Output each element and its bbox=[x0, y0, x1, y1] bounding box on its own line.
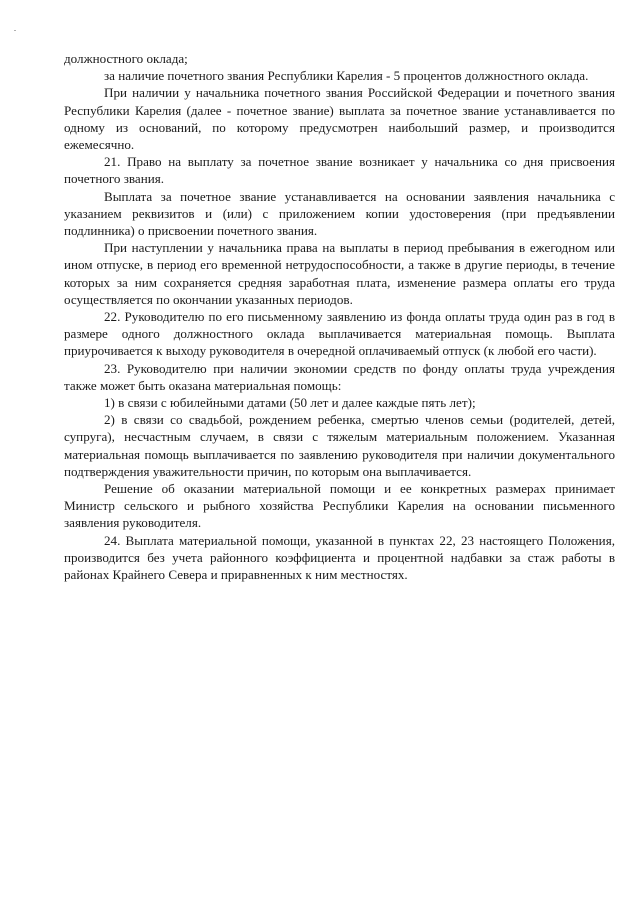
paragraph-decision: Решение об оказании материальной помощи и ее конкретных размерах принимает Министр сельского и рыбного хозяйства Республики Карелия на основании письменного заявления руководителя. bbox=[64, 481, 615, 531]
paragraph-clause-22: 22. Руководителю по его письменному заявлению из фонда оплаты труда один раз в год в размере одного должностного оклада выплачивается материальная помощь. Выплата приурочивается к выходу руководителя в очередной оплачиваемый отпуск (к любой его части). bbox=[64, 309, 615, 359]
scan-mark bbox=[14, 30, 16, 31]
paragraph-clause-24: 24. Выплата материальной помощи, указанной в пунктах 22, 23 настоящего Положения, производится без учета районного коэффициента и процентной надбавки за стаж работы в районах Крайнего Севера и приравненных к ним местностях. bbox=[64, 532, 615, 583]
paragraph-clause-23: 23. Руководителю при наличии экономии средств по фонду оплаты труда учреждения также может быть оказана материальная помощь: bbox=[64, 360, 615, 393]
paragraph-leave-period-rule: При наступлении у начальника права на выплаты в период пребывания в ежегодном или ином отпуске, в период его временной нетрудоспособности, а также в другие периоды, в течение которых за ним сохраняется средняя заработная плата, изменение размера оплаты его труда осуществляется по окончании указанных периодов. bbox=[64, 240, 615, 307]
paragraph-application-basis: Выплата за почетное звание устанавливается на основании заявления начальника с указанием реквизитов и (или) с приложением копии удостоверения (при предъявлении подлинника) о присвоении почетного звания. bbox=[64, 188, 615, 239]
paragraph-honorary-karelia-rate: за наличие почетного звания Республики Карелия - 5 процентов должностного оклада. bbox=[104, 68, 589, 84]
list-item-family-events: 2) в связи со свадьбой, рождением ребенка, смертью членов семьи (родителей, детей, супруга), несчастным случаем, в связи с тяжелым материальным положением. Указанная материальная помощь выплачивается по заявлению руководителя при наличии документального подтверждения уважительности причин, по которым она выплачивается. bbox=[64, 412, 615, 479]
paragraph-both-titles-rule: При наличии у начальника почетного звания Российской Федерации и почетного звания Республики Карелия (далее - почетное звание) выплата за почетное звание устанавливается по одному из оснований, по которому предусмотрен наибольший размер, и производится ежемесячно. bbox=[64, 85, 615, 153]
document-body bbox=[64, 50, 615, 583]
paragraph-clause-21: 21. Право на выплату за почетное звание возникает у начальника со дня присвоения почетного звания. bbox=[64, 154, 615, 187]
paragraph-continuation: должностного оклада; bbox=[64, 51, 188, 66]
list-item-anniversary: 1) в связи с юбилейными датами (50 лет и далее каждые пять лет); bbox=[104, 395, 476, 411]
